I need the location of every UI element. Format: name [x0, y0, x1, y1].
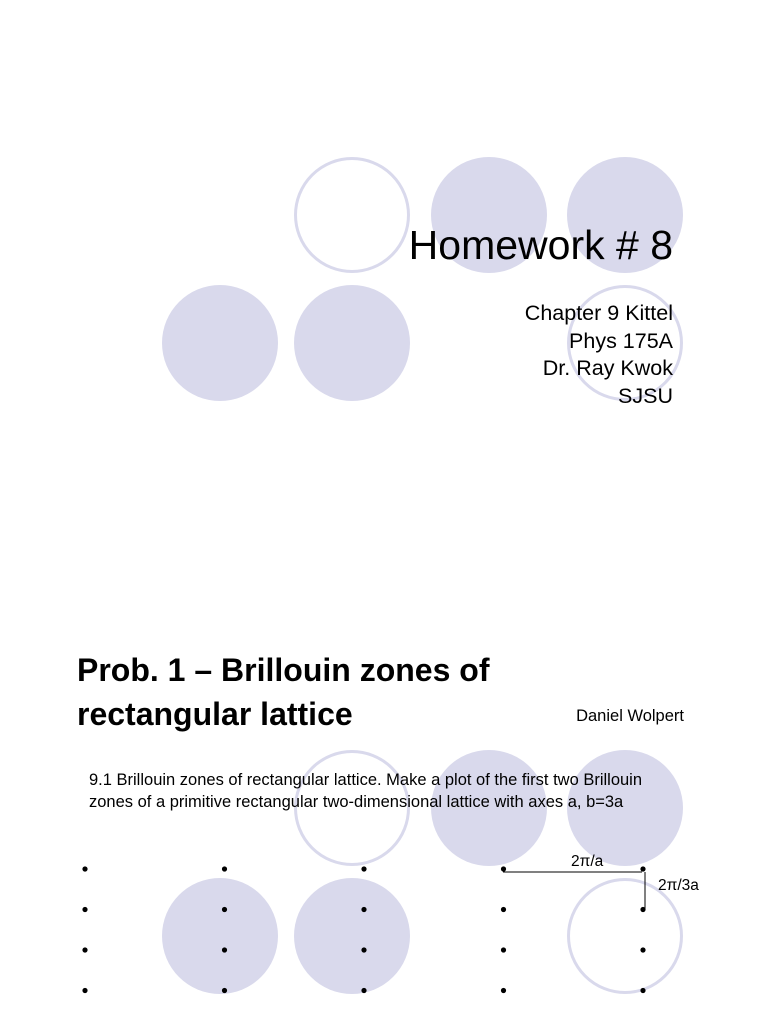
- lattice-point: [501, 907, 506, 912]
- slide-title: Homework # 8: [408, 222, 673, 268]
- lattice-point: [361, 988, 366, 993]
- lattice-point: [82, 907, 87, 912]
- problem-slide: [0, 512, 768, 1024]
- lattice-point: [640, 947, 645, 952]
- subtitle-line-course: Phys 175A: [569, 328, 673, 353]
- lattice-point: [222, 988, 227, 993]
- lattice-diagram: [0, 512, 768, 1024]
- problem-statement: 9.1 Brillouin zones of rectangular lattice. Make a plot of the first two Brillouin zones of a primitive rectangular two-dimensional lattice with axes a, b=3a: [89, 771, 643, 811]
- dimension-label-vertical: 2π/3a: [658, 877, 699, 894]
- lattice-point: [361, 907, 366, 912]
- lattice-point: [222, 907, 227, 912]
- lattice-point: [640, 907, 645, 912]
- subtitle-line-school: SJSU: [618, 383, 673, 408]
- decor-circle-filled: [162, 285, 278, 401]
- lattice-point: [640, 988, 645, 993]
- decor-circle-outline: [294, 157, 410, 273]
- lattice-point: [501, 947, 506, 952]
- author-name: Daniel Wolpert: [576, 707, 684, 725]
- lattice-point: [82, 988, 87, 993]
- lattice-point: [640, 866, 645, 871]
- lattice-point: [361, 866, 366, 871]
- lattice-point: [82, 866, 87, 871]
- subtitle-line-book: Chapter 9 Kittel: [524, 301, 673, 325]
- lattice-point: [82, 947, 87, 952]
- slide-title: Prob. 1 – Brillouin zones of rectangular lattice: [77, 652, 490, 732]
- lattice-point: [501, 866, 506, 871]
- dimension-label-horizontal: 2π/a: [571, 853, 604, 870]
- lattice-point: [222, 866, 227, 871]
- subtitle-line-instructor: Dr. Ray Kwok: [542, 356, 673, 380]
- slide-subtitle: [525, 300, 673, 410]
- lattice-point: [361, 947, 366, 952]
- decor-circle-filled: [294, 285, 410, 401]
- lattice-point: [501, 988, 506, 993]
- lattice-point: [222, 947, 227, 952]
